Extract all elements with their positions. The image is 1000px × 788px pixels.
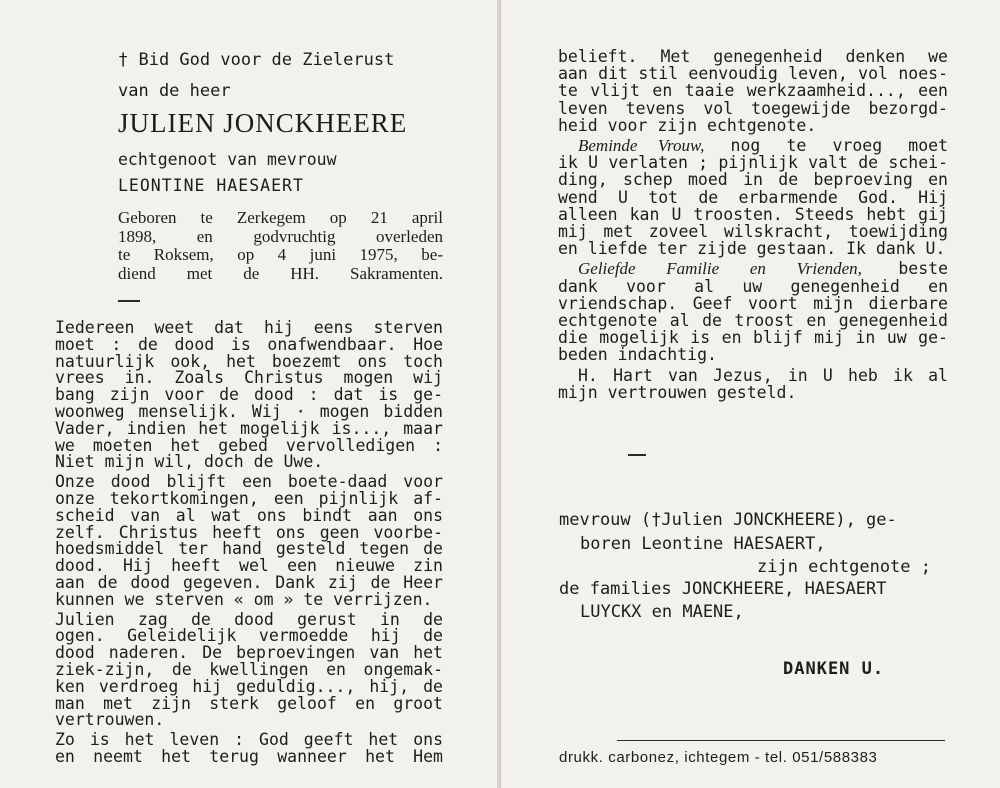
body-line: Onze dood blijft een boete-daad voor [55,472,443,492]
birth-details [118,209,443,283]
body-line: leven tevens vol toegewijde bezorgd- [558,98,948,118]
signatory-line-3: zijn echtgenote ; [757,557,931,577]
body-line: we moeten het gebed vervolledigen : [55,435,443,455]
body-line: echtgenote al de troost en genegenheid [558,311,948,331]
right-page [500,0,1000,788]
body-line: moet : de dood is onafwendbaar. Hoe [55,334,443,354]
body-line: man met zijn sterk geloof en groot [55,693,443,713]
body-line: zelf. Christus heeft ons geen voorbe- [55,522,443,542]
right-separator [628,454,646,456]
italic-lead: Beminde Vrouw, [578,136,705,156]
body-line: te vlijt en taaie werkzaamheid..., een [558,81,948,101]
body-line [558,260,948,277]
van-de-heer: van de heer [118,81,231,101]
body-line: hoedsmiddel ter hand gesteld tegen de [55,539,443,559]
thanks-line: DANKEN U. [783,659,885,679]
body-line: aan de dood gegeven. Dank zij de Heer [55,572,443,592]
body-line: belieft. Met genegenheid denken we [558,47,948,66]
birth-line: Geboren te Zerkegem op 21 april [118,208,443,227]
left-page [0,0,498,788]
body-line: H. Hart van Jezus, in U heb ik al [578,365,948,385]
body-line: en neemt het terug wanneer het Hem [55,746,443,766]
body-line: en liefde ter zijde gestaan. Ik dank U. [558,239,946,259]
body-line: aan dit stil eenvoudig leven, vol noes- [558,64,948,84]
body-line: alleen kan U troosten. Steeds hebt gij [558,204,948,224]
body-line: ik U verlaten ; pijnlijk valt de schei- [558,153,948,173]
body-line: ding, schep moed in de beproeving en [558,170,948,190]
body-line: mijn vertrouwen gesteld. [558,382,797,402]
body-line: Iedereen weet dat hij eens sterven [55,318,443,337]
deceased-name: JULIEN JONCKHEERE [118,108,408,138]
body-line: mij met zoveel wilskracht, toewijding [558,222,948,242]
body-line: dank voor al uw genegenheid en [558,276,948,296]
spouse-name: LEONTINE HAESAERT [118,176,304,195]
birth-line: 1898, en godvruchtig overleden [118,226,443,246]
body-line: Zo is het leven : God geeft het ons [55,730,443,750]
signatory-line-2: boren Leontine HAESAERT, [580,534,826,554]
body-line: Vader, indien het mogelijk is..., maar [55,418,443,438]
spouse-intro: echtgenoot van mevrouw [118,150,337,169]
italic-lead: Geliefde Familie en Vrienden, [578,259,862,279]
body-line: Julien zag de dood gerust in de [55,609,443,629]
signatory-line-1: mevrouw (†Julien JONCKHEERE), ge- [559,510,897,530]
body-line: die mogelijk is en blijf mij in uw ge- [558,328,948,348]
body-line: Niet mijn wil, doch de Uwe. [55,452,324,472]
body-line: woonweg menselijk. Wij · mogen bidden [55,401,443,421]
body-text: beste [861,259,948,279]
body-line [558,137,948,154]
body-line: kunnen we sterven « om » te verrijzen. [55,589,433,609]
body-line: heid voor zijn echtgenote. [558,115,817,135]
body-text: nog te vroeg moet [704,136,948,156]
body-line: dood. Hij heeft wel een nieuwe zin [55,556,443,576]
body-line: vrees in. Zoals Christus mogen wij [55,368,443,388]
left-separator [118,300,140,302]
body-line: bang zijn voor de dood : dat is ge- [55,385,443,405]
body-line: ziek-zijn, de kwellingen en ongemak- [55,659,443,679]
body-line: ogen. Geleidelijk vermoedde hij de [55,626,443,646]
birth-line: diend met de HH. Sakramenten. [118,263,443,283]
body-line: natuurlijk ook, het boezemt ons toch [55,351,443,371]
body-line: vriendschap. Geef voort mijn dierbare [558,293,948,313]
signatory-line-5: LUYCKX en MAENE, [580,602,744,622]
right-body-text [558,48,948,401]
body-line: onze tekortkomingen, een pijnlijk af- [55,488,443,508]
birth-line: te Roksem, op 4 juni 1975, be- [118,245,443,264]
body-line: ken verdroeg hij geduldig..., hij, de [55,676,443,696]
body-line: scheid van al wat ons bindt aan ons [55,505,443,525]
signatory-line-4: de families JONCKHEERE, HAESAERT [559,579,887,599]
left-body-text [55,320,443,766]
printer-rule [617,740,945,741]
body-line: dood naderen. De beproevingen van het [55,643,443,663]
body-line: vertrouwen. [55,710,165,730]
printer-credit: drukk. carbonez, ichtegem - tel. 051/588383 [559,749,878,766]
body-line: beden indachtig. [558,345,717,365]
body-line: wend U tot de erbarmende God. Hij [558,187,948,207]
prayer-line: † Bid God voor de Zielerust [118,50,395,70]
